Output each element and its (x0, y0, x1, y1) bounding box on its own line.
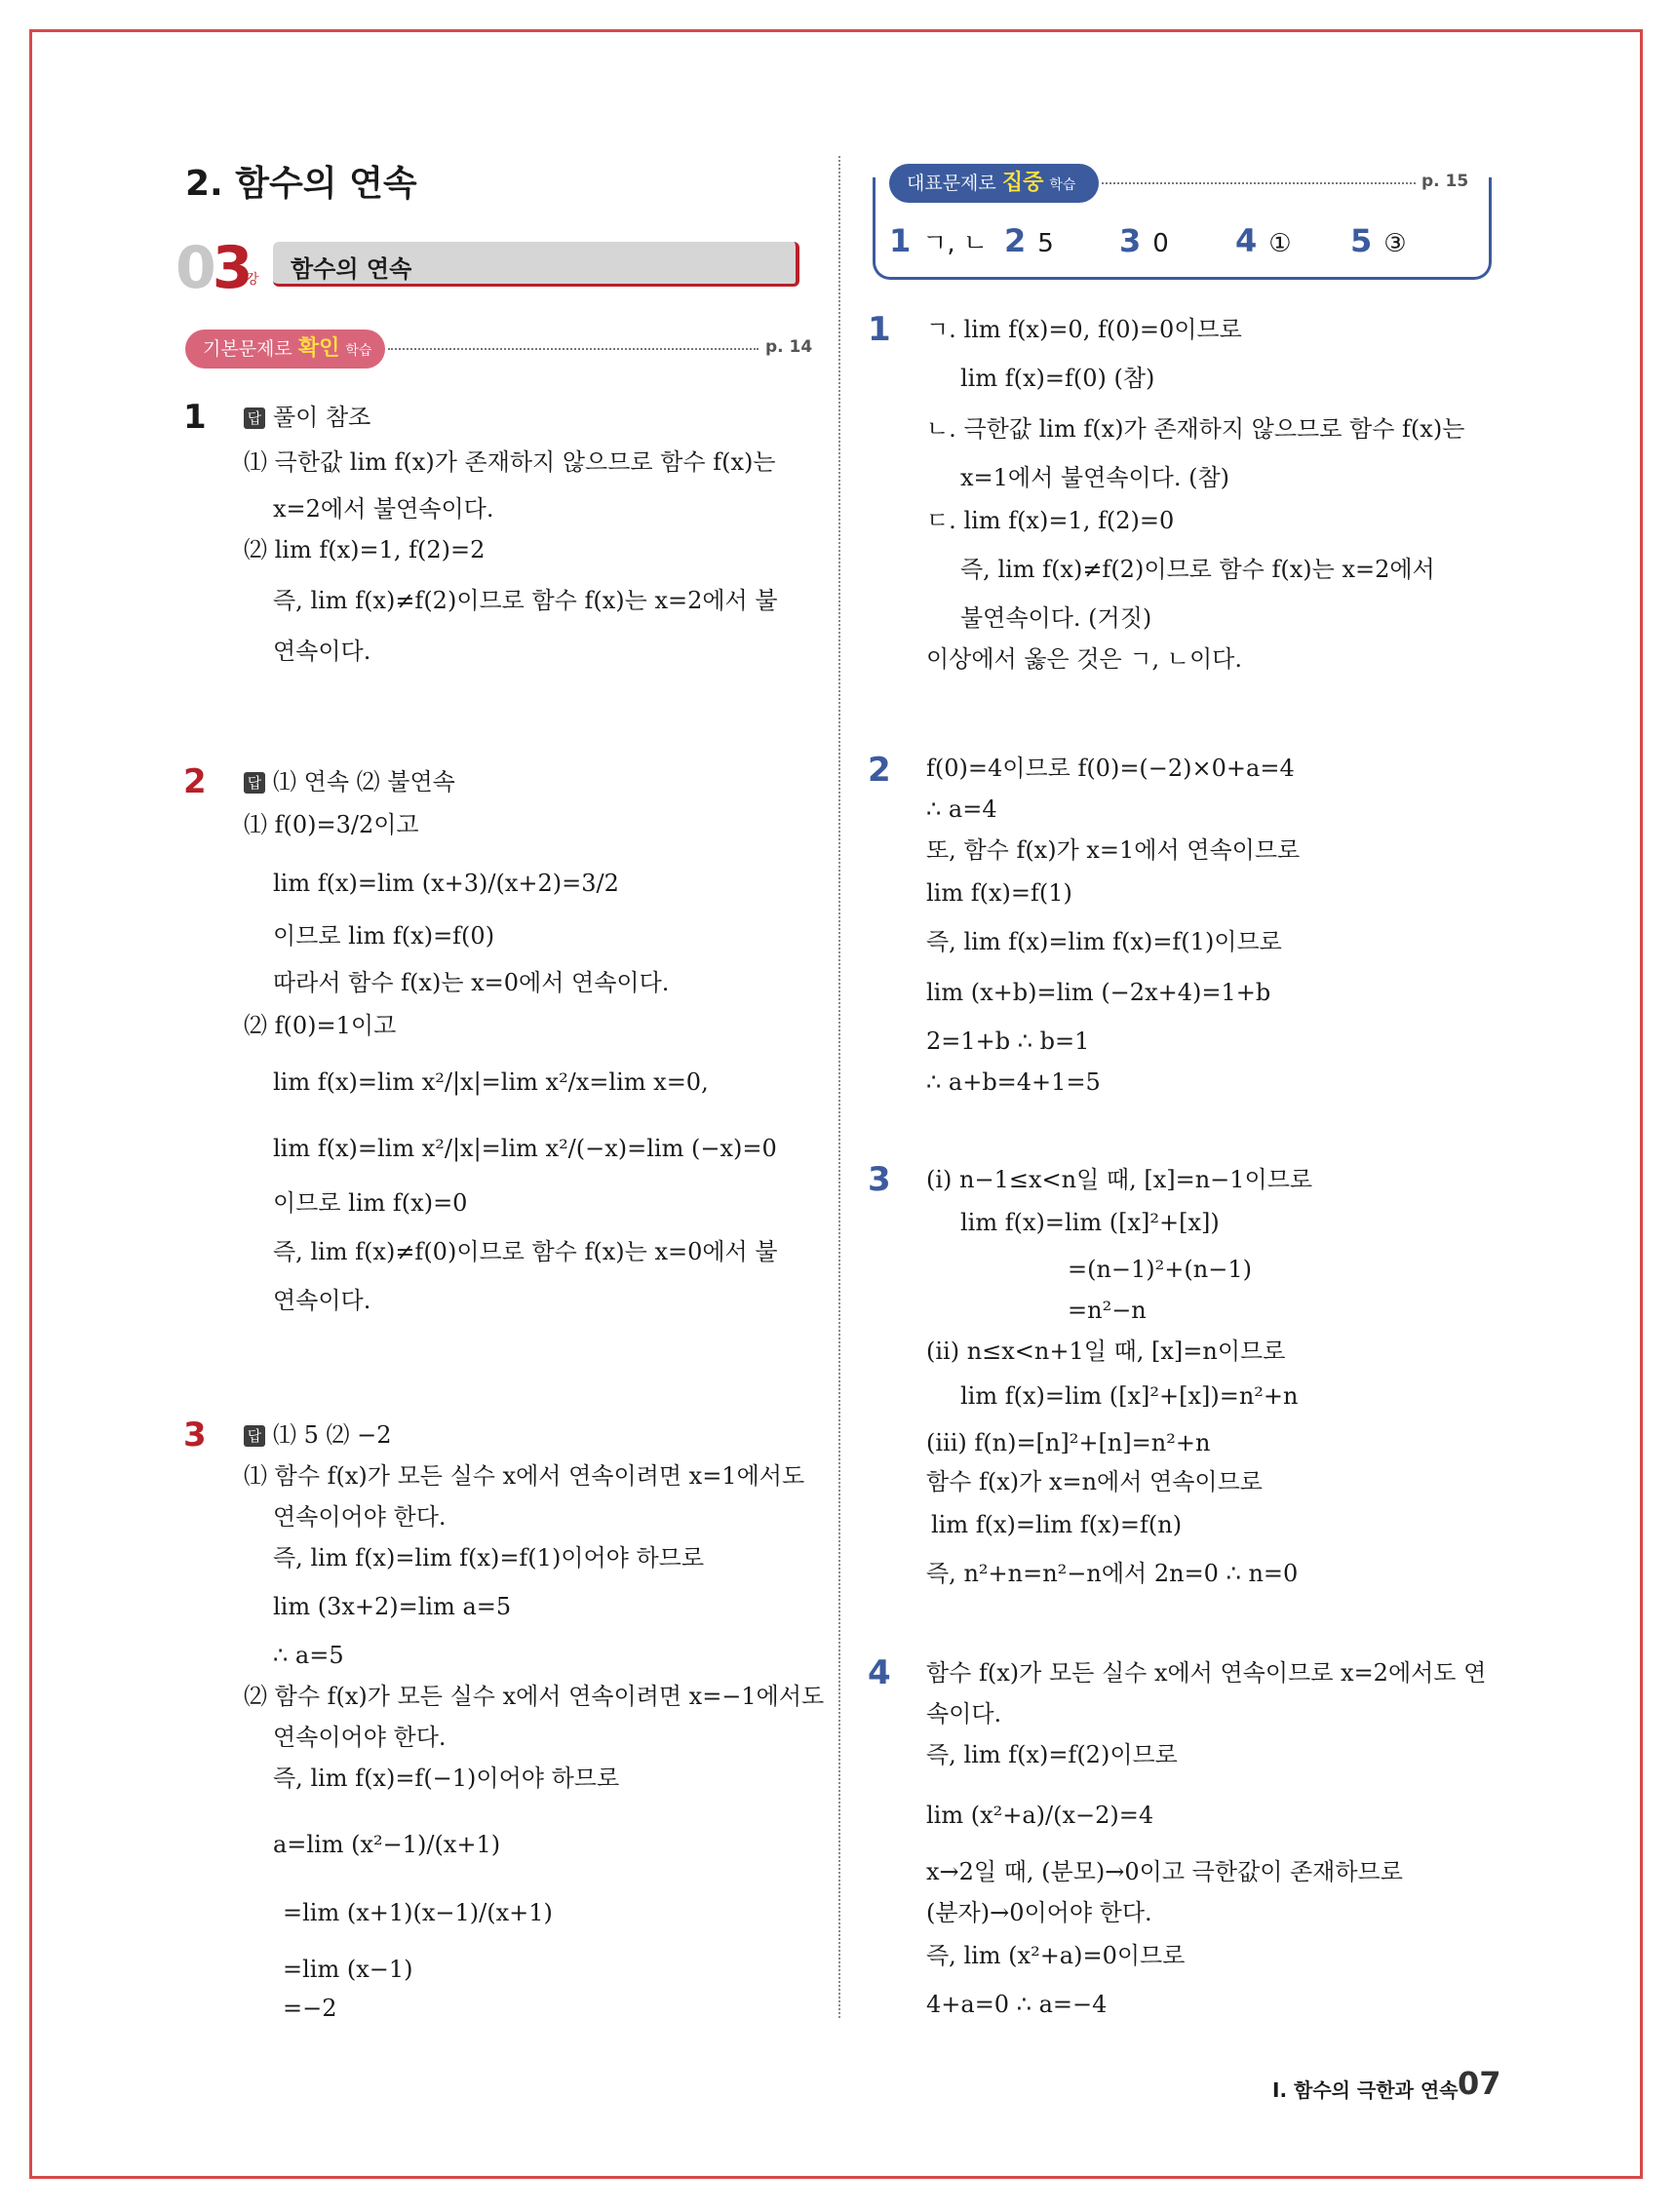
question-number: 4 (868, 1653, 891, 1692)
solution-line: lim f(x)=lim (x+3)/(x+2)=3/2 (273, 870, 619, 897)
solution-line: 연속이어야 한다. (273, 1724, 447, 1751)
lesson-header (175, 234, 809, 302)
answer-badge: 답 (244, 407, 265, 429)
solution-line: 함수 f(x)가 모든 실수 x에서 연속이므로 x=2에서도 연 (926, 1659, 1487, 1687)
solution-line: 답 풀이 참조 (244, 402, 370, 433)
answer-item: 2 5 (1004, 222, 1054, 259)
question-number: 2 (183, 762, 207, 801)
solution-line: 즉, n²+n=n²−n에서 2n=0 ∴ n=0 (926, 1560, 1299, 1587)
solution-line: =lim (x+1)(x−1)/(x+1) (283, 1899, 553, 1926)
solution-line: (분자)→0이어야 한다. (926, 1899, 1152, 1926)
solution-line: lim (x²+a)/(x−2)=4 (926, 1802, 1154, 1829)
solution-line: 즉, lim f(x)≠f(2)이므로 함수 f(x)는 x=2에서 불 (273, 587, 778, 614)
solution-line: ⑵ f(0)=1이고 (244, 1012, 397, 1039)
solution-line: lim f(x)=lim x²/|x|=lim x²/x=lim x=0, (273, 1068, 709, 1096)
answer-item: 1 ㄱ, ㄴ (889, 222, 989, 259)
lesson-title-bar (273, 242, 799, 287)
lesson-gang-label: 강 (246, 272, 259, 288)
focus-practice-tag: 대표문제로 집중 학습 (889, 164, 1099, 203)
solution-line: (ⅲ) f(n)=[n]²+[n]=n²+n (926, 1429, 1211, 1456)
solution-line: 즉, lim f(x)≠f(0)이므로 함수 f(x)는 x=0에서 불 (273, 1238, 778, 1265)
solution-line: 연속이다. (273, 638, 371, 665)
page-number: 07 (1458, 2065, 1501, 2102)
question-number: 3 (868, 1160, 891, 1199)
solution-line: =−2 (283, 1995, 337, 2022)
solution-line: lim f(x)=lim x²/|x|=lim x²/(−x)=lim (−x)=0 (273, 1135, 777, 1162)
lesson-number: 03 (175, 234, 250, 302)
question-number: 3 (183, 1416, 207, 1455)
solution-line: lim f(x)=lim f(x)=f(n) (931, 1511, 1183, 1538)
solution-line: lim f(x)=lim ([x]²+[x])=n²+n (960, 1382, 1299, 1410)
right-page-ref: p. 15 (1421, 172, 1469, 191)
solution-line: a=lim (x²−1)/(x+1) (273, 1831, 501, 1858)
solution-line: 즉, lim f(x)=lim f(x)=f(1)이어야 하므로 (273, 1544, 705, 1572)
solution-line: 연속이어야 한다. (273, 1503, 447, 1531)
solution-line: 즉, lim f(x)=f(−1)이어야 하므로 (273, 1765, 620, 1792)
solution-line: 즉, lim (x²+a)=0이므로 (926, 1942, 1186, 1969)
question-number: 1 (868, 310, 891, 349)
solution-line: ∴ a=5 (273, 1642, 344, 1669)
solution-line: x=1에서 불연속이다. (참) (960, 464, 1229, 491)
solution-line: 답 ⑴ 5 ⑵ −2 (244, 1419, 392, 1451)
chapter-title: 2. 함수의 연속 (185, 164, 417, 204)
solution-line: (ⅱ) n≤x<n+1일 때, [x]=n이므로 (926, 1338, 1286, 1365)
solution-line: =(n−1)²+(n−1) (1068, 1256, 1252, 1283)
solution-line: 즉, lim f(x)≠f(2)이므로 함수 f(x)는 x=2에서 (960, 556, 1435, 583)
left-page-ref: p. 14 (765, 337, 813, 357)
solution-line: ⑵ 함수 f(x)가 모든 실수 x에서 연속이려면 x=−1에서도 (244, 1683, 825, 1710)
solution-line: ⑴ f(0)=3/2이고 (244, 811, 419, 838)
solution-line: ∴ a=4 (926, 796, 997, 823)
solution-line: =n²−n (1068, 1297, 1147, 1324)
solution-line: ⑴ 극한값 lim f(x)가 존재하지 않으므로 함수 f(x)는 (244, 448, 776, 476)
solution-line: lim f(x)=f(1) (926, 879, 1072, 907)
solution-line: lim f(x)=f(0) (참) (960, 365, 1155, 392)
solution-line: ㄷ. lim f(x)=1, f(2)=0 (926, 507, 1175, 534)
solution-line: (ⅰ) n−1≤x<n일 때, [x]=n−1이므로 (926, 1166, 1313, 1193)
solution-line: 2=1+b ∴ b=1 (926, 1028, 1090, 1055)
solution-line: 이상에서 옳은 것은 ㄱ, ㄴ이다. (926, 645, 1242, 673)
solution-line: 답 ⑴ 연속 ⑵ 불연속 (244, 766, 455, 797)
solution-line: =lim (x−1) (283, 1956, 413, 1983)
solution-line: 또, 함수 f(x)가 x=1에서 연속이므로 (926, 836, 1301, 864)
question-number: 2 (868, 751, 891, 790)
solution-line: 이므로 lim f(x)=f(0) (273, 922, 495, 950)
solution-line: 함수 f(x)가 x=n에서 연속이므로 (926, 1468, 1263, 1495)
solution-line: 속이다. (926, 1700, 1002, 1727)
solution-line: 불연속이다. (거짓) (960, 604, 1152, 632)
solution-line: f(0)=4이므로 f(0)=(−2)×0+a=4 (926, 755, 1295, 782)
answer-item: 4 ① (1235, 222, 1292, 259)
column-divider (838, 156, 840, 2018)
tag-dotted-rule (388, 348, 759, 350)
basic-practice-tag: 기본문제로 확인 학습 (185, 330, 385, 369)
solution-line: 이므로 lim f(x)=0 (273, 1189, 468, 1217)
solution-line: 따라서 함수 f(x)는 x=0에서 연속이다. (273, 969, 670, 996)
solution-line: 4+a=0 ∴ a=−4 (926, 1991, 1108, 2018)
solution-line: lim f(x)=lim ([x]²+[x]) (960, 1209, 1220, 1236)
solution-line: x→2일 때, (분모)→0이고 극한값이 존재하므로 (926, 1858, 1403, 1885)
answer-badge: 답 (244, 772, 265, 794)
answer-item: 3 0 (1119, 222, 1169, 259)
answer-badge: 답 (244, 1425, 265, 1447)
solution-line: 연속이다. (273, 1287, 371, 1314)
solution-line: 즉, lim f(x)=f(2)이므로 (926, 1741, 1178, 1768)
solution-line: lim (x+b)=lim (−2x+4)=1+b (926, 979, 1271, 1006)
solution-line: ㄱ. lim f(x)=0, f(0)=0이므로 (926, 316, 1242, 343)
solution-line: ㄴ. 극한값 lim f(x)가 존재하지 않으므로 함수 f(x)는 (926, 415, 1465, 443)
lesson-title: 함수의 연속 (291, 255, 412, 283)
solution-line: lim (3x+2)=lim a=5 (273, 1593, 512, 1620)
solution-line: ∴ a+b=4+1=5 (926, 1068, 1101, 1096)
footer-chapter: I. 함수의 극한과 연속 (1272, 2078, 1459, 2102)
answer-item: 5 ③ (1350, 222, 1407, 259)
solution-line: ⑴ 함수 f(x)가 모든 실수 x에서 연속이려면 x=1에서도 (244, 1462, 805, 1490)
solution-line: 즉, lim f(x)=lim f(x)=f(1)이므로 (926, 928, 1282, 955)
solution-line: ⑵ lim f(x)=1, f(2)=2 (244, 536, 486, 563)
question-number: 1 (183, 398, 207, 437)
solution-line: x=2에서 불연속이다. (273, 495, 494, 523)
